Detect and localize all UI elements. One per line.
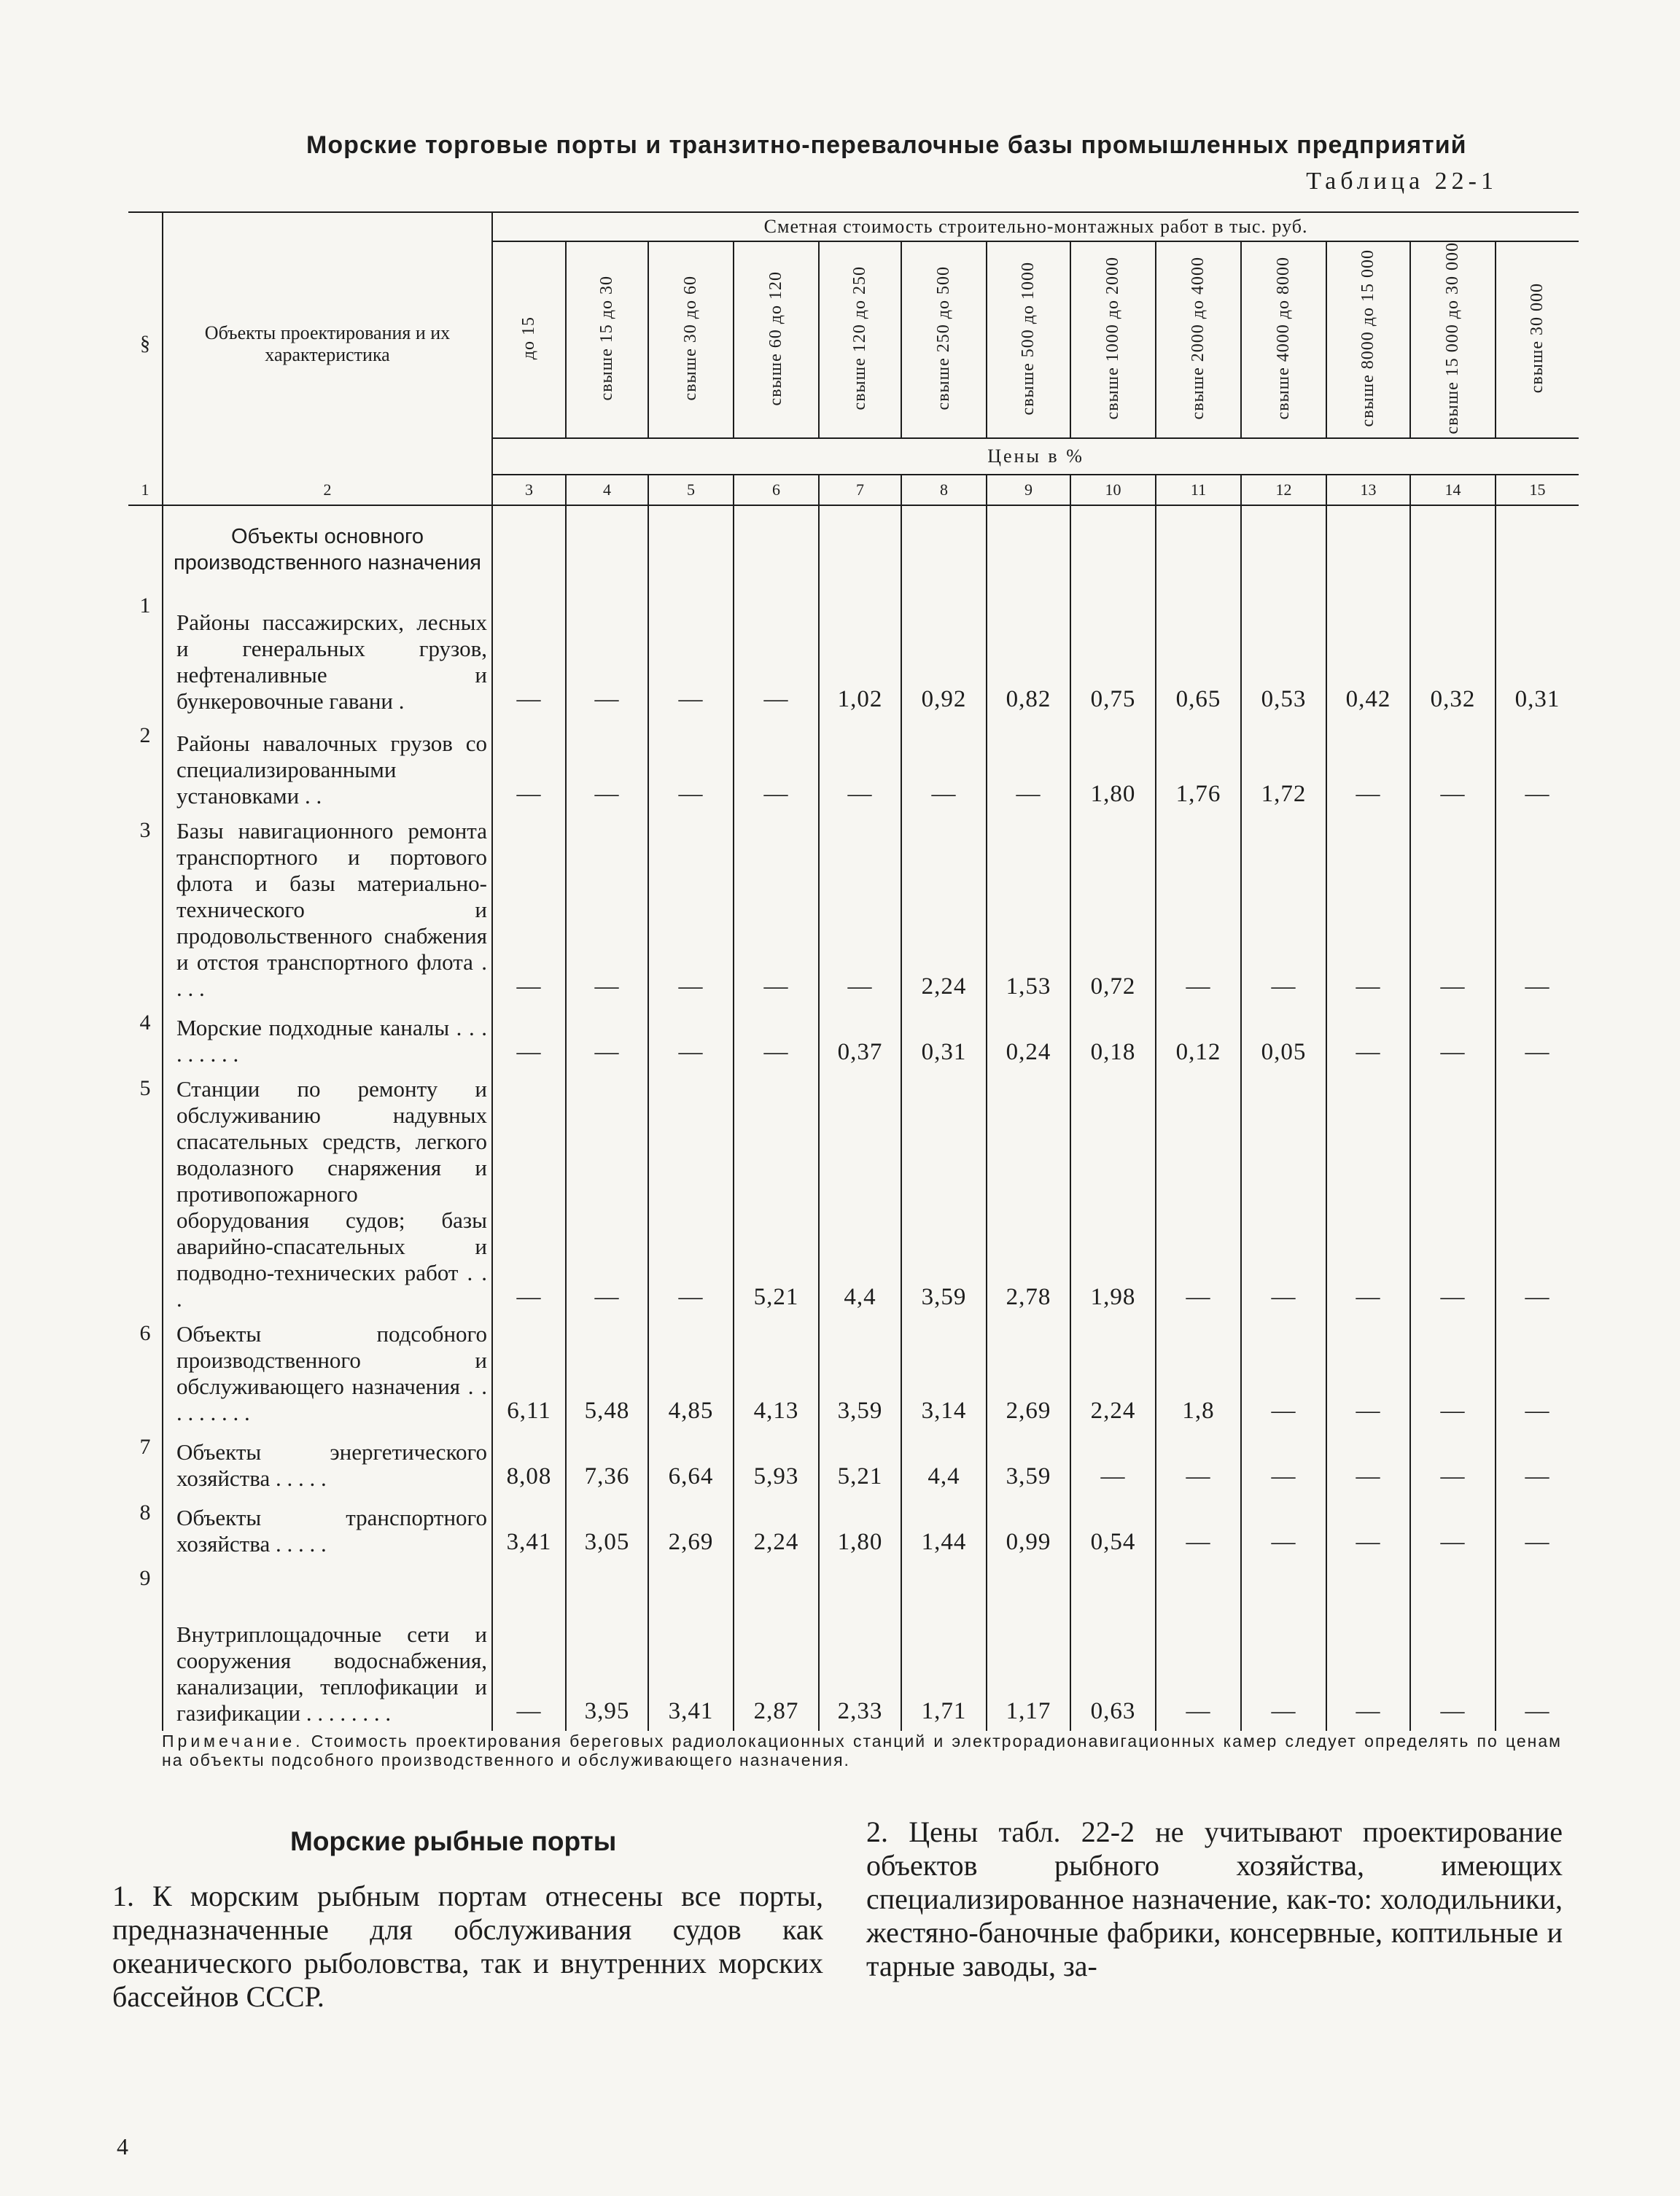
range-header-2 xyxy=(566,241,648,438)
range-header-3 xyxy=(648,241,734,438)
price-cell: — xyxy=(1410,719,1496,814)
price-cell: — xyxy=(1496,1317,1579,1430)
price-cell: — xyxy=(1410,1317,1496,1430)
price-cell: 4,85 xyxy=(648,1317,734,1430)
price-cell: — xyxy=(1326,1430,1410,1496)
price-cell: 6,11 xyxy=(492,1317,566,1430)
range-header-7 xyxy=(987,241,1070,438)
column-number: 3 xyxy=(492,475,566,505)
price-cell: 0,24 xyxy=(987,1006,1070,1072)
column-number: 11 xyxy=(1156,475,1241,505)
row-description: Станции по ремонту и обслуживанию надувных спасательных средств, легкого водолазного снаряжения и противопожарного оборудования судов; базы аварийно-спасательных и подводно-технических работ . . . xyxy=(163,1072,492,1317)
row-description: Объекты подсобного производственного и обслуживающего назначения . . . . . . . . . xyxy=(163,1317,492,1430)
price-cell: 1,02 xyxy=(819,589,901,719)
range-label: свыше 4000 до 8000 xyxy=(1273,257,1293,420)
price-cell: — xyxy=(1410,1006,1496,1072)
price-cell: 0,18 xyxy=(1070,1006,1156,1072)
price-cell: 0,31 xyxy=(1496,589,1579,719)
price-cell: — xyxy=(492,1072,566,1317)
price-cell: 2,24 xyxy=(1070,1317,1156,1430)
price-cell: 3,59 xyxy=(819,1317,901,1430)
price-cell: 3,14 xyxy=(901,1317,987,1430)
range-label: до 15 xyxy=(518,316,538,360)
price-cell: — xyxy=(1156,1496,1241,1562)
column-number: 7 xyxy=(819,475,901,505)
price-cell: — xyxy=(1241,814,1326,1006)
range-header-9 xyxy=(1156,241,1241,438)
range-label: свыше 15 до 30 xyxy=(596,276,616,401)
row-description: Объекты транспортного хозяйства . . . . . xyxy=(163,1496,492,1562)
page-title: Морские торговые порты и транзитно-перевалочные базы промышленных предприятий xyxy=(306,131,1467,159)
table-note xyxy=(162,1732,1562,1769)
price-cell: 0,65 xyxy=(1156,589,1241,719)
row-description: Районы навалочных грузов со специализированными установками . . xyxy=(163,719,492,814)
price-cell: — xyxy=(648,1072,734,1317)
price-cell: 1,80 xyxy=(819,1496,901,1562)
price-cell: — xyxy=(1326,1317,1410,1430)
price-cell: — xyxy=(1241,1072,1326,1317)
range-label: свыше 30 000 xyxy=(1527,283,1547,394)
row-number: 7 xyxy=(139,1435,151,1460)
price-cell: — xyxy=(1241,1317,1326,1430)
table-row xyxy=(128,1317,1579,1430)
column-number: 10 xyxy=(1070,475,1156,505)
price-cell: — xyxy=(1326,814,1410,1006)
column-number: 9 xyxy=(987,475,1070,505)
price-cell: — xyxy=(492,1562,566,1731)
price-cell: 5,21 xyxy=(734,1072,819,1317)
price-cell: — xyxy=(648,1006,734,1072)
row-description: Внутриплощадочные сети и сооружения водоснабжения, канализации, теплофикации и газификации . . . . . . . . xyxy=(163,1562,492,1731)
price-cell: — xyxy=(1496,1430,1579,1496)
row-description: Базы навигационного ремонта транспортного и портового флота и базы материально-технического и продовольственного снабжения и отстоя транспортного флота . . . . xyxy=(163,814,492,1006)
column-number: 1 xyxy=(128,475,163,505)
table-row xyxy=(128,589,1579,719)
price-cell: 0,54 xyxy=(1070,1496,1156,1562)
price-cell: 1,76 xyxy=(1156,719,1241,814)
price-cell: 0,05 xyxy=(1241,1006,1326,1072)
range-label: свыше 120 до 250 xyxy=(849,266,869,410)
row-description: Объекты энергетического хозяйства . . . . . xyxy=(163,1430,492,1496)
price-cell: 0,99 xyxy=(987,1496,1070,1562)
price-cell: 0,53 xyxy=(1241,589,1326,719)
price-cell: 0,92 xyxy=(901,589,987,719)
price-cell: — xyxy=(1496,719,1579,814)
row-number: 6 xyxy=(139,1321,151,1346)
range-label: свыше 500 до 1000 xyxy=(1018,261,1038,415)
row-number: 9 xyxy=(139,1566,151,1591)
price-cell: 6,64 xyxy=(648,1430,734,1496)
price-cell: — xyxy=(1070,1430,1156,1496)
column-number: 4 xyxy=(566,475,648,505)
price-cell: 5,48 xyxy=(566,1317,648,1430)
price-cell: — xyxy=(819,719,901,814)
row-number: 5 xyxy=(139,1076,151,1101)
section-title: Морские рыбные порты xyxy=(290,1826,617,1856)
price-cell: — xyxy=(648,814,734,1006)
price-cell: 0,32 xyxy=(1410,589,1496,719)
range-label: свыше 8000 до 15 000 xyxy=(1358,249,1377,427)
range-label: свыше 2000 до 4000 xyxy=(1188,257,1208,420)
price-cell: 2,78 xyxy=(987,1072,1070,1317)
price-cell: — xyxy=(987,719,1070,814)
column-number: 2 xyxy=(163,475,492,505)
range-header-5 xyxy=(819,241,901,438)
price-cell: — xyxy=(1410,1072,1496,1317)
table-row xyxy=(128,719,1579,814)
price-cell: 2,24 xyxy=(901,814,987,1006)
price-cell: 0,31 xyxy=(901,1006,987,1072)
price-cell: — xyxy=(1410,1430,1496,1496)
table-row xyxy=(128,814,1579,1006)
price-cell: 1,44 xyxy=(901,1496,987,1562)
price-cell: 1,53 xyxy=(987,814,1070,1006)
column-number: 5 xyxy=(648,475,734,505)
price-cell: — xyxy=(1410,1496,1496,1562)
cost-group-header: Сметная стоимость строительно-монтажных работ в тыс. руб. xyxy=(492,212,1579,241)
price-cell: 3,59 xyxy=(987,1430,1070,1496)
row-description: Морские подходные каналы . . . . . . . . . xyxy=(163,1006,492,1072)
range-header-6 xyxy=(901,241,987,438)
price-cell: — xyxy=(1496,1496,1579,1562)
price-cell: — xyxy=(901,719,987,814)
row-number: 1 xyxy=(139,593,151,618)
price-cell: 2,69 xyxy=(648,1496,734,1562)
price-cell: 0,42 xyxy=(1326,589,1410,719)
price-cell: — xyxy=(1496,1562,1579,1731)
price-cell: — xyxy=(492,719,566,814)
price-cell: — xyxy=(1496,1006,1579,1072)
price-cell: 4,4 xyxy=(901,1430,987,1496)
section-symbol-header: § xyxy=(140,332,150,355)
paragraph-1: 1. К морским рыбным портам отнесены все порты, предназначенные для обслуживания судов как океанического рыболовства, так и внутренних морских бассейнов СССР. xyxy=(112,1880,823,2013)
range-header-4 xyxy=(734,241,819,438)
range-header-13 xyxy=(1496,241,1579,438)
column-number: 6 xyxy=(734,475,819,505)
price-table-container xyxy=(128,211,1562,1728)
range-label: свыше 250 до 500 xyxy=(933,266,953,410)
range-header-12 xyxy=(1410,241,1496,438)
price-cell: — xyxy=(1496,814,1579,1006)
price-cell: 1,8 xyxy=(1156,1317,1241,1430)
price-cell: — xyxy=(1326,1562,1410,1731)
objects-header: Объекты проектирования и их характеристика xyxy=(163,212,492,475)
table-row xyxy=(128,1496,1579,1562)
range-label: свыше 30 до 60 xyxy=(680,276,700,401)
price-cell: — xyxy=(734,1006,819,1072)
table-row xyxy=(128,1072,1579,1317)
price-cell: 3,41 xyxy=(648,1562,734,1731)
price-cell: — xyxy=(1326,1072,1410,1317)
column-number: 13 xyxy=(1326,475,1410,505)
price-cell: — xyxy=(566,589,648,719)
price-cell: — xyxy=(1241,1430,1326,1496)
range-header-10 xyxy=(1241,241,1326,438)
range-header-1 xyxy=(492,241,566,438)
price-cell: — xyxy=(1410,1562,1496,1731)
price-cell: — xyxy=(492,1006,566,1072)
table-row xyxy=(128,1562,1579,1731)
note-label: Примечание. xyxy=(162,1732,304,1751)
price-cell: 4,4 xyxy=(819,1072,901,1317)
price-cell: — xyxy=(566,1072,648,1317)
price-cell: 3,59 xyxy=(901,1072,987,1317)
price-cell: — xyxy=(1496,1072,1579,1317)
column-number: 14 xyxy=(1410,475,1496,505)
table-label: Таблица 22-1 xyxy=(1306,168,1498,195)
range-label: свыше 15 000 до 30 000 xyxy=(1442,242,1462,435)
price-cell: 2,69 xyxy=(987,1317,1070,1430)
range-label: свыше 60 до 120 xyxy=(766,270,785,405)
price-cell: — xyxy=(734,814,819,1006)
row-number: 3 xyxy=(139,818,151,843)
price-cell: — xyxy=(1326,1496,1410,1562)
table-row xyxy=(128,1006,1579,1072)
row-description: Районы пассажирских, лесных и генеральных грузов, нефтеналивные и бункеровочные гавани . xyxy=(163,589,492,719)
price-cell: — xyxy=(1410,814,1496,1006)
price-cell: 1,72 xyxy=(1241,719,1326,814)
price-cell: 0,37 xyxy=(819,1006,901,1072)
row-number: 2 xyxy=(139,723,151,748)
price-cell: 0,63 xyxy=(1070,1562,1156,1731)
price-cell: 0,75 xyxy=(1070,589,1156,719)
section-heading: Объекты основного производственного назначения xyxy=(163,505,492,589)
price-cell: 0,82 xyxy=(987,589,1070,719)
price-cell: — xyxy=(492,589,566,719)
price-cell: — xyxy=(492,814,566,1006)
price-cell: 1,71 xyxy=(901,1562,987,1731)
price-cell: 5,21 xyxy=(819,1430,901,1496)
price-cell: 2,24 xyxy=(734,1496,819,1562)
price-cell: 3,05 xyxy=(566,1496,648,1562)
row-number: 4 xyxy=(139,1011,151,1035)
price-cell: — xyxy=(1156,1562,1241,1731)
column-number: 15 xyxy=(1496,475,1579,505)
price-cell: 0,12 xyxy=(1156,1006,1241,1072)
note-text: Стоимость проектирования береговых радиолокационных станций и электрорадионавигационных камер следует определять по ценам на объекты подсобного производственного и обслуживающего назначения. xyxy=(162,1732,1562,1769)
column-number: 12 xyxy=(1241,475,1326,505)
price-cell: 4,13 xyxy=(734,1317,819,1430)
price-table xyxy=(128,211,1579,1731)
price-cell: 7,36 xyxy=(566,1430,648,1496)
price-cell: — xyxy=(1326,719,1410,814)
range-header-11 xyxy=(1326,241,1410,438)
price-cell: — xyxy=(648,719,734,814)
price-cell: — xyxy=(566,814,648,1006)
price-cell: 8,08 xyxy=(492,1430,566,1496)
price-cell: 3,95 xyxy=(566,1562,648,1731)
price-cell: 2,87 xyxy=(734,1562,819,1731)
column-number: 8 xyxy=(901,475,987,505)
price-cell: 0,72 xyxy=(1070,814,1156,1006)
price-cell: 1,17 xyxy=(987,1562,1070,1731)
price-cell: — xyxy=(1241,1562,1326,1731)
row-number: 8 xyxy=(139,1500,151,1525)
price-cell: — xyxy=(1326,1006,1410,1072)
price-cell: — xyxy=(819,814,901,1006)
range-label: свыше 1000 до 2000 xyxy=(1102,257,1122,420)
paragraph-2: 2. Цены табл. 22-2 не учитывают проектирование объектов рыбного хозяйства, имеющих специализированное назначение, как-то: холодильники, жестяно-баночные фабрики, консервные, коптильные и тарные заводы, за- xyxy=(866,1815,1563,1982)
price-cell: 2,33 xyxy=(819,1562,901,1731)
price-cell: — xyxy=(566,1006,648,1072)
prices-unit-header: Цены в % xyxy=(492,438,1579,475)
page-number: 4 xyxy=(117,2133,128,2160)
price-cell: — xyxy=(648,589,734,719)
price-cell: — xyxy=(1156,1430,1241,1496)
price-cell: — xyxy=(1156,1072,1241,1317)
price-cell: 1,80 xyxy=(1070,719,1156,814)
price-cell: 1,98 xyxy=(1070,1072,1156,1317)
price-cell: — xyxy=(566,719,648,814)
price-cell: — xyxy=(1241,1496,1326,1562)
price-cell: 3,41 xyxy=(492,1496,566,1562)
table-row xyxy=(128,1430,1579,1496)
range-header-8 xyxy=(1070,241,1156,438)
price-cell: — xyxy=(734,589,819,719)
price-cell: — xyxy=(1156,814,1241,1006)
price-cell: — xyxy=(734,719,819,814)
price-cell: 5,93 xyxy=(734,1430,819,1496)
